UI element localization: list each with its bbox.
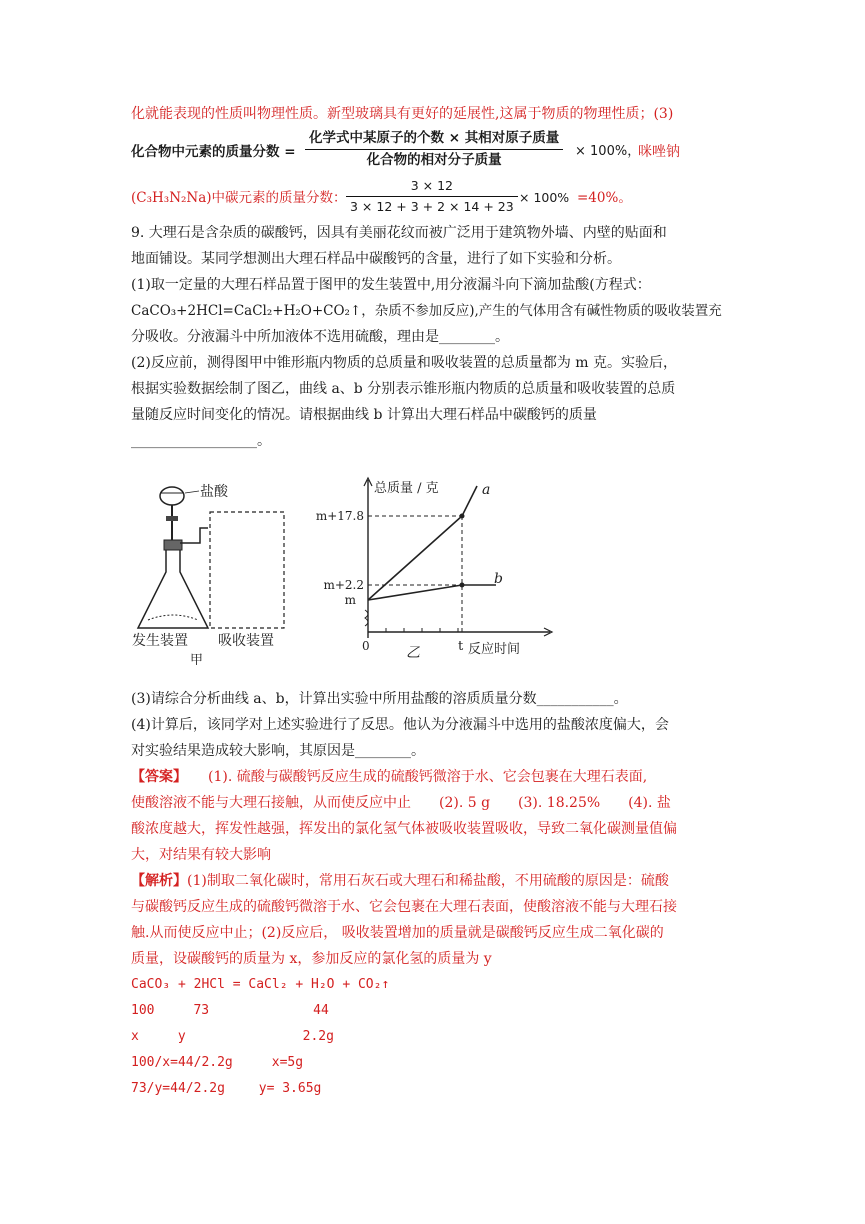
q9-part4-line-2: 对实验结果造成较大影响，其原因是________。 [131,743,425,759]
q9-part2-line-2: 根据实验数据绘制了图乙，曲线 a、b 分别表示锥形瓶内物质的总质量和吸收装置的总质 [131,381,676,397]
analysis-ratio-1: 100 73 44 [131,1003,329,1018]
q9-part2-line-3: 量随反应时间变化的情况。请根据曲线 b 计算出大理石样品中碳酸钙的质量 [131,407,597,423]
experiment-figure [130,460,560,665]
acid-pointer [185,491,199,493]
formula-tail: × 100%， [575,144,641,159]
q9-part2-line-1: (2)反应前，测得图甲中锥形瓶内物质的总质量和吸收装置的总质量都为 m 克。实验后， [131,355,678,371]
answer-line-1 [131,767,647,787]
curve-b [368,585,496,600]
q9-part4-line-1: (4)计算后，该同学对上述实验进行了反思。他认为分液漏斗中选用的盐酸浓度偏大，会 [131,717,669,733]
analysis-solve-1: 100/x=44/2.2g x=5g [131,1055,304,1070]
answer-line-4: 大，对结果有较大影响 [131,847,271,863]
generator-label: 发生装置 [132,633,188,649]
t-label: t [458,639,464,654]
analysis-ratio-2: x y 2.2g [131,1029,334,1044]
acid-label: 盐酸 [200,484,228,500]
answer-text-1: (1). 硫酸与碳酸钙反应生成的硫酸钙微溶于水、它会包裹在大理石表面, [208,769,648,785]
curve-a-label: a [482,482,491,498]
conical-flask-icon [138,550,208,628]
analysis-equation: CaCO₃ + 2HCl = CaCl₂ + H₂O + CO₂↑ [131,977,390,992]
tick-high: m+17.8 [315,509,364,523]
stopper [164,540,182,550]
q9-part2-line-4: __________________。 [131,433,271,449]
figure-yi-label: 乙 [406,645,420,661]
analysis-tag: 【解析】 [131,873,187,889]
analysis-line-4: 质量，设碳酸钙的质量为 x，参加反应的氯化氢的质量为 y [131,951,492,967]
marble-sample [148,615,198,620]
formula-fraction [305,129,563,170]
figure-jia-label: 甲 [190,653,204,665]
q9-line-2: 地面铺设。某同学想测出大理石样品中碳酸钙的含量，进行了如下实验和分析。 [131,251,621,267]
analysis-line-3: 触.从而使反应中止；(2)反应后， 吸收装置增加的质量就是碳酸钙反应生成二氧化碳的 [131,925,664,941]
formula-after: 咪唑钠 [638,144,680,160]
q9-part1-line-1: (1)取一定量的大理石样品置于图甲的发生装置中,用分液漏斗向下滴加盐酸(方程式： [131,277,651,293]
funnel-stopcock-icon [166,516,178,521]
q9-part3: (3)请综合分析曲线 a、b，计算出实验中所用盐酸的溶质质量分数___________。 [131,691,628,707]
analysis-text-1: (1)制取二氧化碳时，常用石灰石或大理石和稀盐酸，不用硫酸的原因是：硫酸 [187,873,669,889]
analysis-solve-2: 73/y=44/2.2g y= 3.65g [131,1081,322,1096]
answer-tag: 【答案】 [131,769,180,785]
q9-line-1: 9. 大理石是含杂质的碳酸钙，因具有美丽花纹而被广泛用于建筑物外墙、内壁的贴面和 [131,225,667,241]
origin-label: 0 [362,639,370,653]
calc-prefix: (C₃H₃N₂Na)中碳元素的质量分数： [131,190,347,206]
curve-b-label: b [494,571,503,587]
calc-tail: × 100% [519,190,570,205]
tick-m: m [344,593,356,607]
answer-line-3: 酸浓度越大，挥发性越强，挥发出的氯化氢气体被吸收装置吸收，导致二氧化碳测量值偏 [131,821,677,837]
calc-result: =40%。 [577,190,632,206]
formula-lhs: 化合物中元素的质量分数 = [131,144,296,160]
calc-denominator: 3 × 12 + 3 + 2 × 14 + 23 [350,199,514,214]
answer-line-2: 使酸溶液不能与大理石接触，从而使反应中止 (2). 5 g (3). 18.25% (4). 盐 [131,795,671,811]
absorption-box [210,512,284,628]
generator-apparatus [138,483,229,628]
calc-fraction [346,177,518,216]
x-axis-label: 反应时间 [468,642,521,657]
gas-outlet-tube [180,528,208,543]
mass-time-graph [316,478,552,661]
formula-numerator: 化学式中某原子的个数 × 其相对原子质量 [305,129,563,150]
q9-part1-line-3: 分吸收。分液漏斗中所加液体不选用硫酸，理由是________。 [131,329,509,345]
tick-mid: m+2.2 [323,578,364,592]
calc-numerator: 3 × 12 [346,177,518,197]
formula-denominator: 化合物的相对分子质量 [366,152,502,168]
absorber-label: 吸收装置 [218,633,274,649]
point-b [460,583,465,588]
q9-part1-line-2: CaCO₃+2HCl=CaCl₂+H₂O+CO₂↑，杂质不参加反应),产生的气体用含有碱性物质的吸收装置充 [131,303,722,319]
y-axis-label: 总质量 / 克 [374,481,439,496]
point-a [460,514,465,519]
prev-answer-line: 化就能表现的性质叫物理性质。新型玻璃具有更好的延展性,这属于物质的物理性质；(3) [131,106,674,122]
analysis-line-1 [131,871,669,891]
analysis-line-2: 与碳酸钙反应生成的硫酸钙微溶于水、它会包裹在大理石表面，使酸溶液不能与大理石接 [131,899,677,915]
funnel-bulb [160,487,184,505]
